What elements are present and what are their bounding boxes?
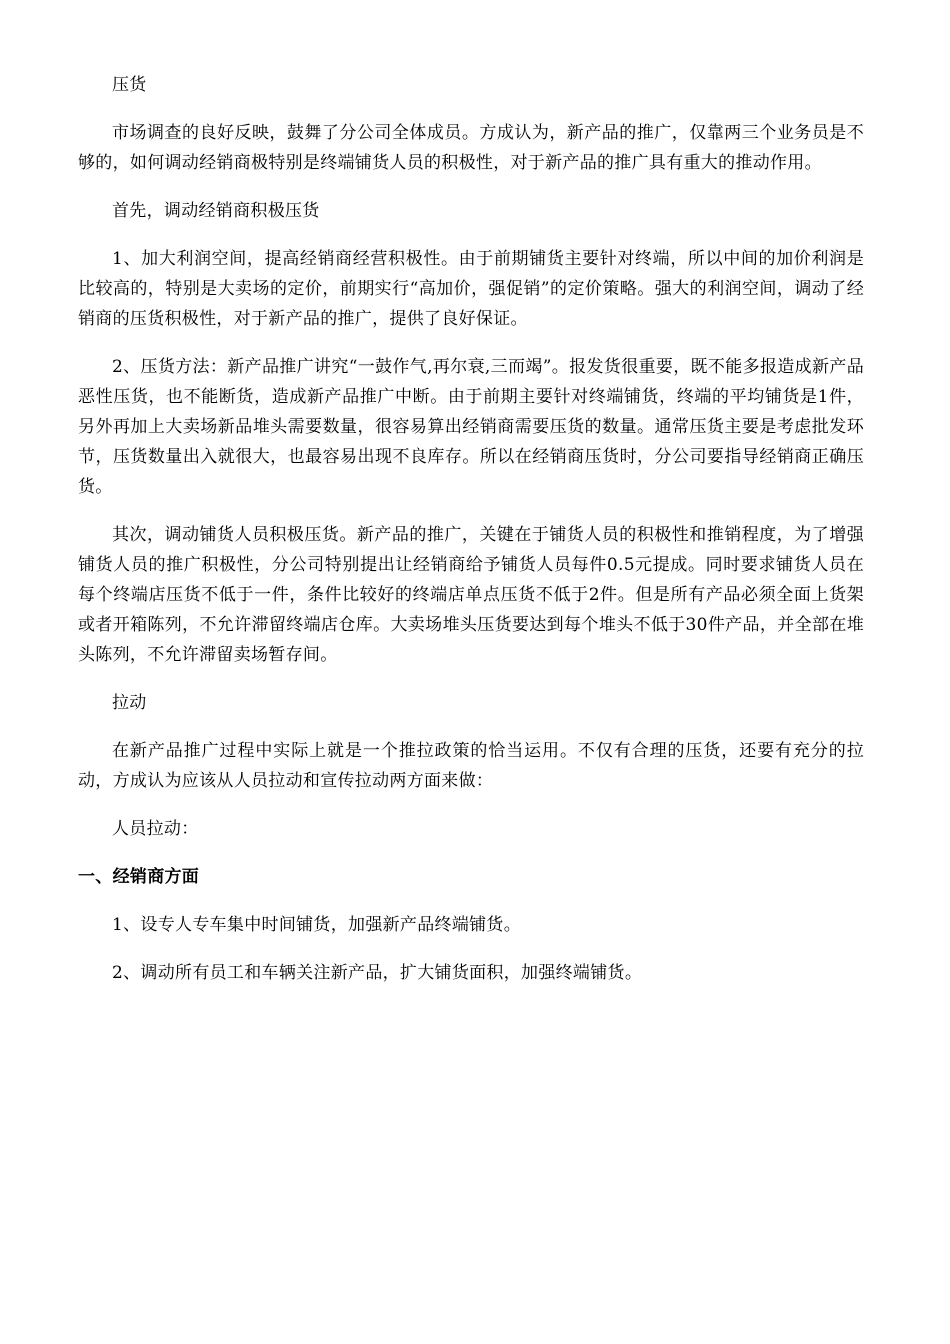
section-heading-personnel: 人员拉动：: [112, 819, 199, 839]
body-paragraph: 其次，调动铺货人员积极压货。新产品的推广，关键在于铺货人员的积极性和推销程度，为了增强铺货人员的推广积极性，分公司特别提出让经销商给予铺货人员每件0.5元提成。同时要求铺货人员在每个终端店压货不低于一件，条件比较好的终端店单点压货不低于2件。但是所有产品必须全面上货架或者开箱陈列，不允许滞留终端店仓库。大卖场堆头压货要达到每个堆头不低于30件产品，并全部在堆头陈列，不允许滞留卖场暂存间。: [78, 525, 864, 665]
body-paragraph: 市场调查的良好反映，鼓舞了分公司全体成员。方成认为，新产品的推广，仅靠两三个业务员是不够的，如何调动经销商极特别是终端铺货人员的积极性，对于新产品的推广具有重大的推动作用。: [78, 123, 864, 173]
section-heading-ladong: 拉动: [112, 693, 147, 713]
body-paragraph: 2、压货方法：新产品推广讲究“一鼓作气,再尔衰,三而竭”。报发货很重要，既不能多报造成新产品恶性压货，也不能断货，造成新产品推广中断。由于前期主要针对终端铺货，终端的平均铺货是1件，另外再加上大卖场新品堆头需要数量，很容易算出经销商需要压货的数量。通常压货主要是考虑批发环节，压货数量出入就很大，也最容易出现不良库存。所以在经销商压货时，分公司要指导经销商正确压货。: [78, 357, 864, 497]
document-page: [78, 70, 864, 1006]
body-paragraph: 1、加大利润空间，提高经销商经营积极性。由于前期铺货主要针对终端，所以中间的加价利润是比较高的，特别是大卖场的定价，前期实行“高加价，强促销”的定价策略。强大的利润空间，调动了经销商的压货积极性，对于新产品的推广，提供了良好保证。: [78, 249, 864, 329]
list-item: 1、设专人专车集中时间铺货，加强新产品终端铺货。: [112, 915, 522, 935]
section-heading-yahuo: 压货: [112, 75, 147, 95]
bold-heading-dealer: 一、经销商方面: [78, 867, 200, 887]
section-heading-first: 首先，调动经销商积极压货: [112, 201, 320, 221]
body-paragraph: 在新产品推广过程中实际上就是一个推拉政策的恰当运用。不仅有合理的压货，还要有充分的拉动，方成认为应该从人员拉动和宣传拉动两方面来做：: [78, 741, 864, 791]
list-item: 2、调动所有员工和车辆关注新产品，扩大铺货面积，加强终端铺货。: [112, 963, 643, 983]
